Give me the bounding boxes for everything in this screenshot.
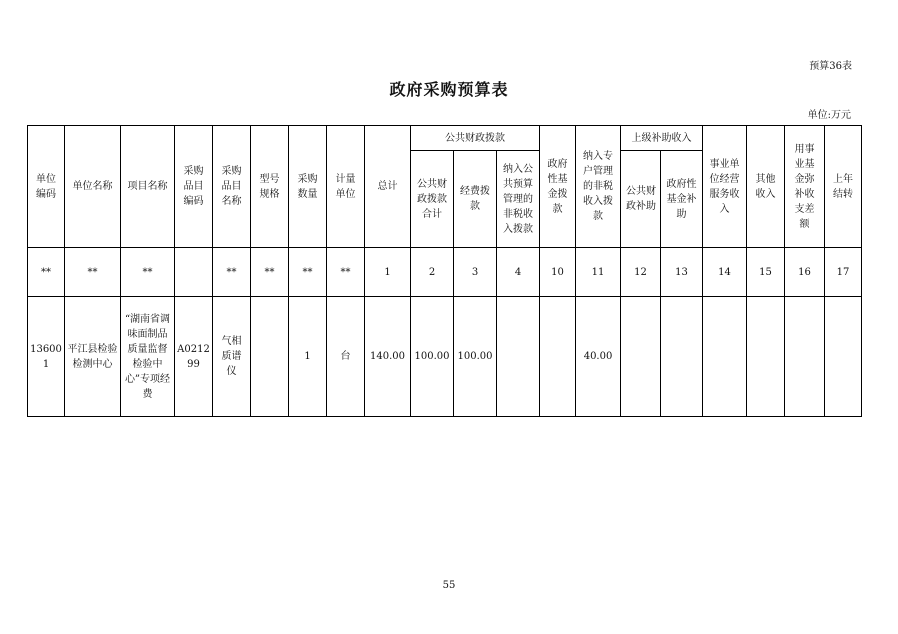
- marks-cell: 12: [621, 248, 661, 297]
- cell-gov-fund-subsidy: [661, 297, 703, 417]
- cell-fund-balance: [785, 297, 825, 417]
- cell-fee-appropriation: 100.00: [454, 297, 497, 417]
- header-business-income: 事业单位经营服务收入: [703, 126, 747, 248]
- header-fee-appropriation: 经费拨款: [454, 151, 497, 248]
- header-total: 总计: [365, 126, 411, 248]
- header-spec: 型号规格: [251, 126, 289, 248]
- marks-cell: **: [121, 248, 175, 297]
- header-public-finance: 公共财政拨款: [411, 126, 540, 151]
- header-item-name: 采购品目名称: [213, 126, 251, 248]
- page-title: 政府采购预算表: [389, 80, 509, 99]
- cell-public-finance-subsidy: [621, 297, 661, 417]
- cell-project-name: “湖南省调味面制品质量监督检验中心”专项经费: [121, 297, 175, 417]
- marks-cell: **: [28, 248, 65, 297]
- header-public-finance-total: 公共财政拨款合计: [411, 151, 454, 248]
- header-item-code: 采购品目编码: [175, 126, 213, 248]
- header-gov-fund-subsidy: 政府性基金补助: [661, 151, 703, 248]
- marks-cell: 14: [703, 248, 747, 297]
- header-unit-code: 单位编码: [28, 126, 65, 248]
- header-fund-balance: 用事业基金弥补收支差额: [785, 126, 825, 248]
- header-quantity: 采购数量: [289, 126, 327, 248]
- marks-row: [28, 248, 862, 297]
- header-other-income: 其他收入: [747, 126, 785, 248]
- header-public-finance-subsidy: 公共财政补助: [621, 151, 661, 248]
- header-superior-subsidy: 上级补助收入: [621, 126, 703, 151]
- cell-other-income: [747, 297, 785, 417]
- marks-cell: **: [65, 248, 121, 297]
- marks-cell: 10: [540, 248, 576, 297]
- cell-non-tax-in-budget: [497, 297, 540, 417]
- header-non-tax-special: 纳入专户管理的非税收入拨款: [576, 126, 621, 248]
- table-row: [28, 297, 862, 417]
- cell-total: 140.00: [365, 297, 411, 417]
- cell-gov-fund: [540, 297, 576, 417]
- marks-cell: 2: [411, 248, 454, 297]
- cell-business-income: [703, 297, 747, 417]
- unit-label: 单位:万元: [807, 110, 851, 121]
- marks-cell: 4: [497, 248, 540, 297]
- marks-cell: 11: [576, 248, 621, 297]
- header-unit-name: 单位名称: [65, 126, 121, 248]
- header-measure-unit: 计量单位: [327, 126, 365, 248]
- cell-public-finance-total: 100.00: [411, 297, 454, 417]
- cell-item-name: 气相质谱仪: [213, 297, 251, 417]
- header-carryover: 上年结转: [825, 126, 862, 248]
- marks-cell: 3: [454, 248, 497, 297]
- marks-cell: 1: [365, 248, 411, 297]
- header-gov-fund: 政府性基金拨款: [540, 126, 576, 248]
- cell-spec: [251, 297, 289, 417]
- cell-item-code: A021299: [175, 297, 213, 417]
- marks-cell: **: [251, 248, 289, 297]
- header-non-tax-in-budget: 纳入公共预算管理的非税收入拨款: [497, 151, 540, 248]
- marks-cell: 17: [825, 248, 862, 297]
- cell-unit-code: 136001: [28, 297, 65, 417]
- cell-non-tax-special: 40.00: [576, 297, 621, 417]
- marks-cell: **: [289, 248, 327, 297]
- marks-cell: [175, 248, 213, 297]
- marks-cell: 13: [661, 248, 703, 297]
- header-row-group: [28, 126, 862, 151]
- cell-unit-name: 平江县检验检测中心: [65, 297, 121, 417]
- table-id: 预算36表: [809, 61, 852, 72]
- marks-cell: **: [213, 248, 251, 297]
- cell-carryover: [825, 297, 862, 417]
- marks-cell: 16: [785, 248, 825, 297]
- page-number: 55: [442, 580, 456, 591]
- marks-cell: 15: [747, 248, 785, 297]
- budget-table: [27, 125, 862, 417]
- header-project-name: 项目名称: [121, 126, 175, 248]
- cell-quantity: 1: [289, 297, 327, 417]
- marks-cell: **: [327, 248, 365, 297]
- cell-measure-unit: 台: [327, 297, 365, 417]
